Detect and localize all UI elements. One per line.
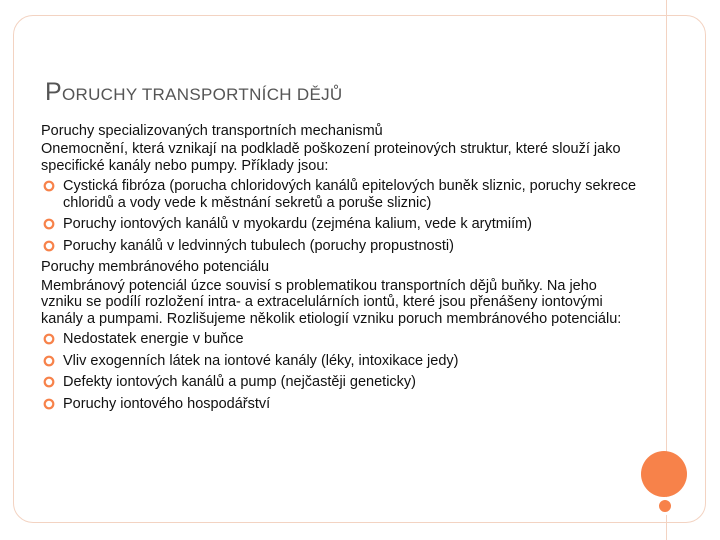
ring-bullet-icon	[43, 218, 55, 230]
slide-title	[45, 78, 605, 107]
ring-bullet-icon	[43, 398, 55, 410]
section-intro: Membránový potenciál úzce souvisí s problematikou transportních dějů buňky. Na jeho vzniku se podílí rozložení intra- a extracelulárních iontů, které jsou přenášeny iontovými kanály a pumpami. Rozlišujeme několik etiologií vzniku poruch membránového potenciálu:	[41, 277, 622, 327]
decorative-circle-large	[641, 451, 687, 497]
decorative-circle-small	[656, 497, 674, 515]
section-intro: Onemocnění, která vznikají na podkladě poškození proteinových struktur, které slouží jako specifické kanály nebo pumpy. Příklady jsou:	[41, 141, 621, 174]
ring-bullet-icon	[43, 376, 55, 388]
list-item-text: Poruchy kanálů v ledvinných tubulech (poruchy propustnosti)	[63, 237, 454, 254]
ring-bullet-icon	[43, 355, 55, 367]
list-item	[41, 178, 641, 211]
list-item	[41, 238, 641, 255]
list-item	[41, 331, 641, 348]
section-heading: Poruchy specializovaných transportních mechanismů	[41, 122, 383, 139]
ring-bullet-icon	[43, 333, 55, 345]
list-item-text: Poruchy iontového hospodářství	[63, 395, 271, 412]
list-item-text: Nedostatek energie v buňce	[63, 331, 244, 347]
ring-bullet-icon	[43, 180, 55, 192]
list-item-text: Vliv exogenních látek na iontové kanály (léky, intoxikace jedy)	[63, 352, 459, 369]
title-rest: ORUCHY TRANSPORTNÍCH DĚJŮ	[61, 85, 343, 104]
list-item-text: Cystická fibróza (porucha chloridových kanálů epitelových buněk sliznic, poruchy sekrece chloridů a vody vede k městnání sekretů a poruše sliznic)	[63, 178, 637, 211]
title-first-letter: P	[45, 78, 62, 106]
section-heading: Poruchy membránového potenciálu	[41, 259, 270, 275]
list-item-text: Poruchy iontových kanálů v myokardu (zejména kalium, vede k arytmiím)	[63, 216, 533, 232]
list-item	[41, 374, 641, 391]
list-item	[41, 396, 641, 413]
bullet-list	[41, 178, 641, 254]
list-item-text: Defekty iontových kanálů a pump (nejčastěji geneticky)	[63, 374, 417, 390]
list-item	[41, 216, 641, 233]
bullet-list	[41, 331, 641, 412]
slide-content	[41, 121, 641, 417]
list-item	[41, 353, 641, 370]
ring-bullet-icon	[43, 240, 55, 252]
